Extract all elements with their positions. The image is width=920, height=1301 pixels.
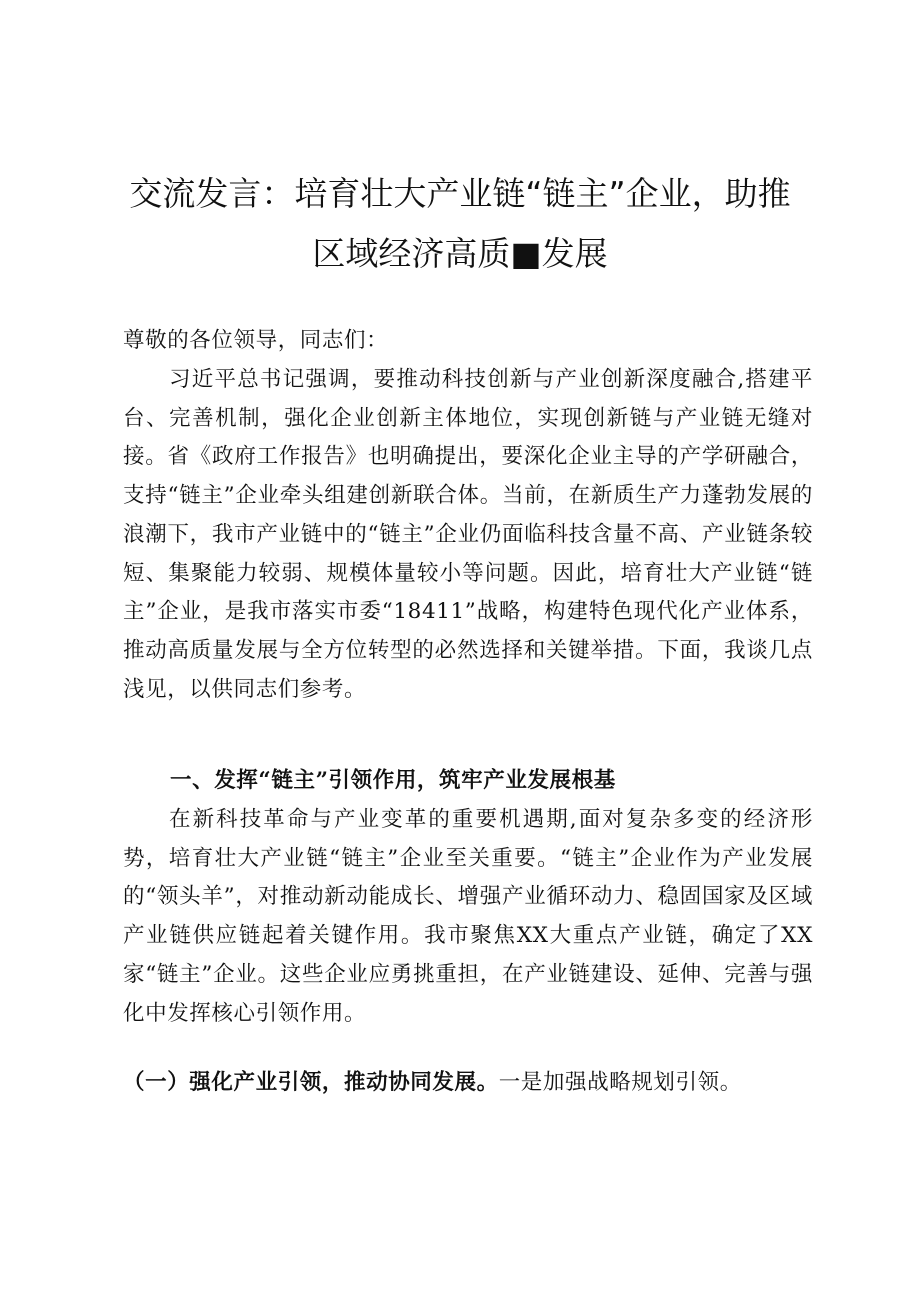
greeting: 尊敬的各位领导，同志们： (123, 328, 389, 353)
subsection-1-heading: （一）强化产业引领，推动协同发展。 (123, 1070, 499, 1095)
paragraph-section-1: 在新科技革命与产业变革的重要机遇期,面对复杂多变的经济形势，培育壮大产业链“链主”企业至关重要。“链主”企业作为产业发展的“领头羊”，对推动新动能成长、增强产业循环动力、稳固国家及区域产业链供应链起着关键作用。我市聚焦XX大重点产业链，确定了XX家“链主”企业。这些企业应勇挑重担，在产业链建设、延伸、完善与强化中发挥核心引领作用。 (123, 807, 813, 1026)
subsection-1-text: 一是加强战略规划引领。 (498, 1070, 742, 1095)
paragraph-intro: 习近平总书记强调，要推动科技创新与产业创新深度融合,搭建平台、完善机制，强化企业创新主体地位，实现创新链与产业链无缝对接。省《政府工作报告》也明确提出，要深化企业主导的产学研融合，支持“链主”企业牵头组建创新联合体。当前，在新质生产力蓬勃发展的浪潮下，我市产业链中的“链主”企业仍面临科技含量不高、产业链条较短、集聚能力较弱、规模体量较小等问题。因此，培育壮大产业链“链主”企业，是我市落实市委“18411”战略，构建特色现代化产业体系，推动高质量发展与全方位转型的必然选择和关键举措。下面，我谈几点浅见，以供同志们参考。 (123, 367, 813, 702)
document-title-line-1: 交流发言：培育壮大产业链“链主”企业，助推 (129, 174, 791, 213)
section-heading-1: 一、发挥“链主”引领作用，筑牢产业发展根基 (170, 768, 616, 793)
subsection-1 (123, 1064, 742, 1103)
document-title-line-2: 区域经济高质■发展 (312, 234, 608, 273)
